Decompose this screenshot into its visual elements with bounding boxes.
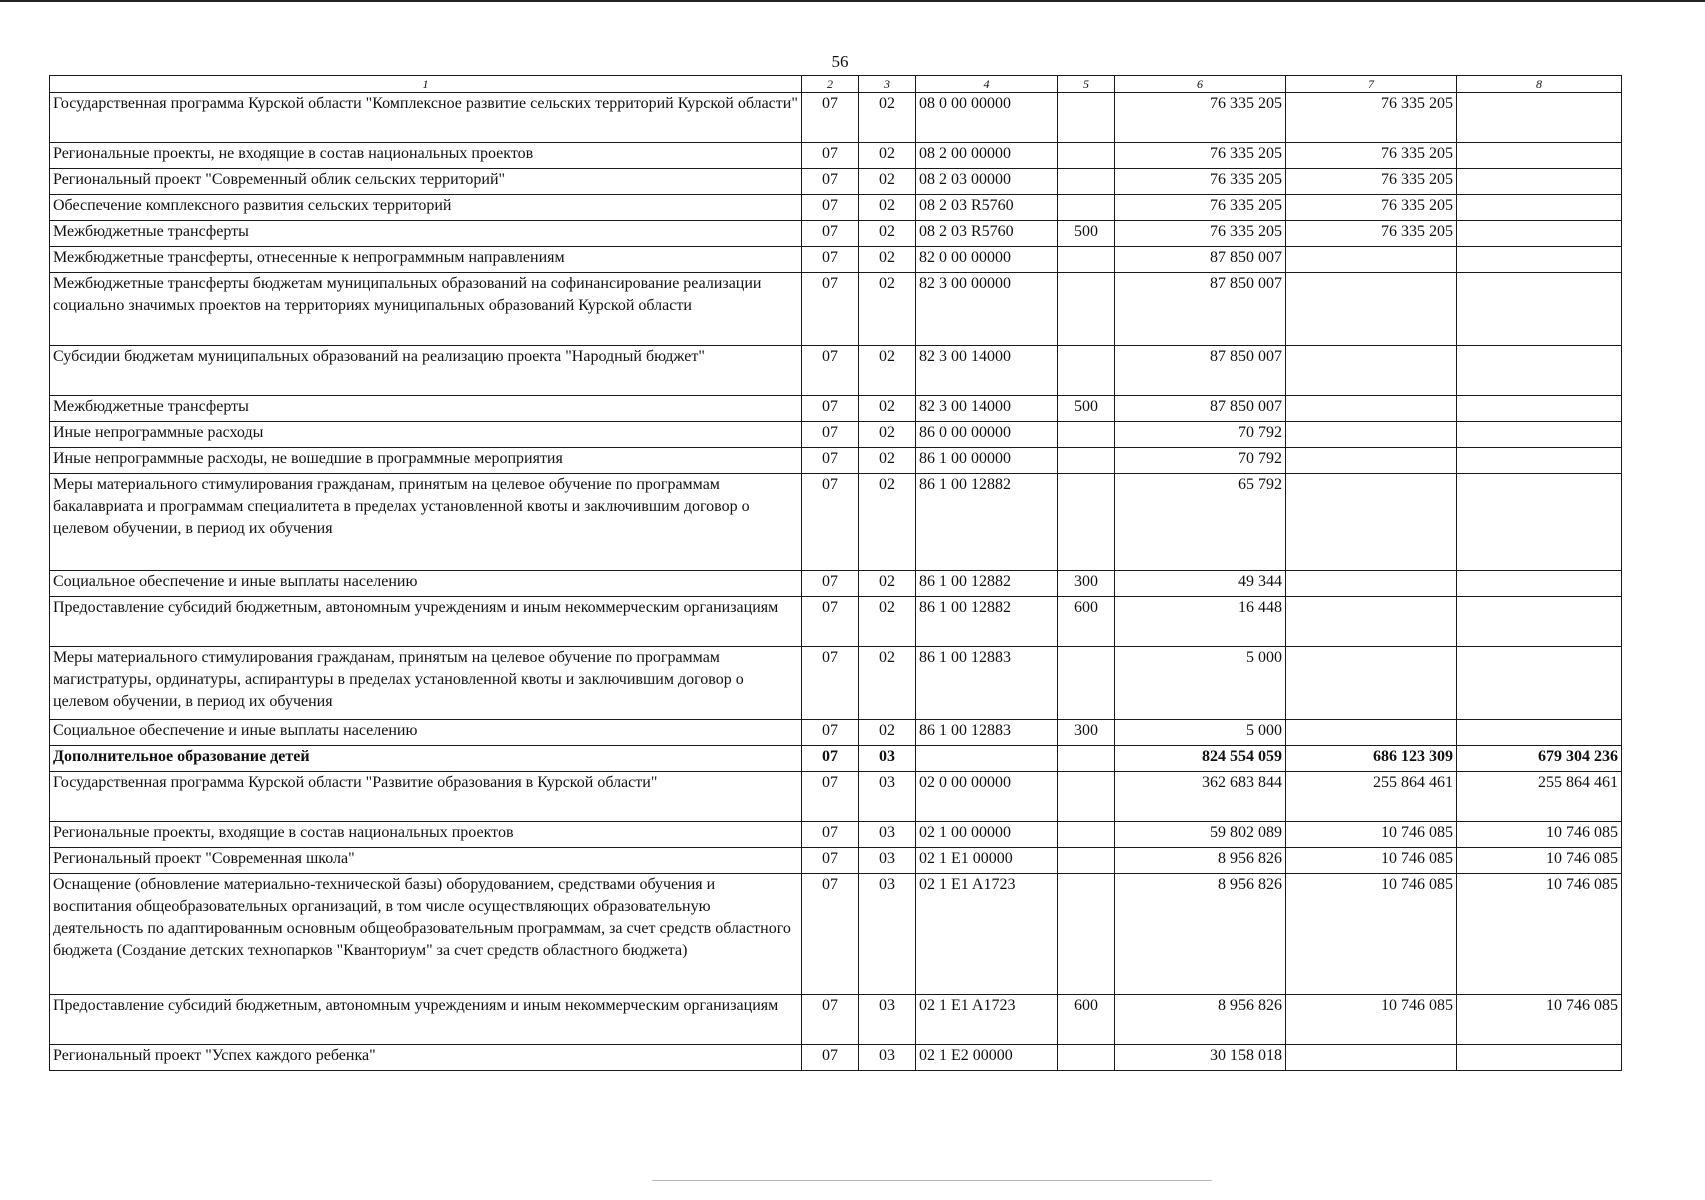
section-code-cell: 07 [802,746,859,772]
target-article-cell: 82 0 00 00000 [916,247,1058,273]
target-article-cell: 02 1 E2 00000 [916,1045,1058,1071]
row-name-cell: Региональные проекты, входящие в состав национальных проектов [50,822,802,848]
bottom-scan-line [652,1180,1212,1181]
expense-type-cell [1058,1045,1115,1071]
subsection-code-cell: 02 [859,422,916,448]
expense-type-cell: 500 [1058,396,1115,422]
amount-year1-cell: 87 850 007 [1115,346,1286,396]
table-row [50,822,1622,848]
expense-type-cell: 300 [1058,720,1115,746]
row-name-cell: Межбюджетные трансферты бюджетам муниципальных образований на софинансирование реализации социально значимых проектов на территориях муниципальных образований Курской области [50,273,802,346]
expense-type-cell [1058,822,1115,848]
target-article-cell: 02 0 00 00000 [916,772,1058,822]
subsection-code-cell: 02 [859,597,916,647]
amount-year1-cell: 76 335 205 [1115,143,1286,169]
amount-year3-cell [1457,597,1622,647]
amount-year2-cell: 76 335 205 [1286,169,1457,195]
subsection-code-cell: 02 [859,647,916,720]
amount-year1-cell: 87 850 007 [1115,396,1286,422]
top-scan-edge [0,0,1705,2]
column-number-row [50,76,1622,93]
row-name-cell: Государственная программа Курской области "Комплексное развитие сельских территорий Курской области" [50,93,802,143]
amount-year2-cell [1286,1045,1457,1071]
expense-type-cell [1058,772,1115,822]
target-article-cell: 02 1 E1 A1723 [916,995,1058,1045]
amount-year3-cell [1457,247,1622,273]
amount-year1-cell: 70 792 [1115,448,1286,474]
target-article-cell: 02 1 00 00000 [916,822,1058,848]
amount-year1-cell: 362 683 844 [1115,772,1286,822]
row-name-cell: Межбюджетные трансферты [50,221,802,247]
page-number: 56 [831,52,849,71]
expense-type-cell [1058,647,1115,720]
amount-year3-cell [1457,1045,1622,1071]
row-name-cell: Дополнительное образование детей [50,746,802,772]
column-number: 1 [50,76,802,93]
section-code-cell: 07 [802,448,859,474]
subsection-code-cell: 02 [859,720,916,746]
amount-year2-cell: 10 746 085 [1286,822,1457,848]
target-article-cell: 08 2 03 R5760 [916,221,1058,247]
section-code-cell: 07 [802,474,859,571]
table-row [50,221,1622,247]
target-article-cell: 82 3 00 00000 [916,273,1058,346]
column-number: 7 [1286,76,1457,93]
subsection-code-cell: 02 [859,474,916,571]
expense-type-cell [1058,346,1115,396]
expense-type-cell [1058,848,1115,874]
table-row [50,772,1622,822]
amount-year2-cell: 10 746 085 [1286,995,1457,1045]
amount-year2-cell [1286,247,1457,273]
amount-year1-cell: 5 000 [1115,720,1286,746]
target-article-cell: 86 1 00 00000 [916,448,1058,474]
amount-year3-cell [1457,571,1622,597]
row-name-cell: Иные непрограммные расходы [50,422,802,448]
amount-year1-cell: 30 158 018 [1115,1045,1286,1071]
amount-year1-cell: 76 335 205 [1115,169,1286,195]
column-number: 6 [1115,76,1286,93]
expense-type-cell [1058,874,1115,995]
section-code-cell: 07 [802,1045,859,1071]
table-body [50,93,1622,1071]
table-row [50,247,1622,273]
table-row [50,848,1622,874]
subsection-code-cell: 03 [859,995,916,1045]
table-row [50,195,1622,221]
row-name-cell: Предоставление субсидий бюджетным, автономным учреждениям и иным некоммерческим организациям [50,995,802,1045]
expense-type-cell: 500 [1058,221,1115,247]
amount-year1-cell: 70 792 [1115,422,1286,448]
subsection-code-cell: 03 [859,874,916,995]
amount-year1-cell: 76 335 205 [1115,93,1286,143]
expense-type-cell [1058,746,1115,772]
row-name-cell: Иные непрограммные расходы, не вошедшие в программные мероприятия [50,448,802,474]
expense-type-cell: 600 [1058,597,1115,647]
section-code-cell: 07 [802,848,859,874]
table-row [50,422,1622,448]
amount-year3-cell: 10 746 085 [1457,822,1622,848]
amount-year1-cell: 8 956 826 [1115,995,1286,1045]
row-name-cell: Государственная программа Курской области "Развитие образования в Курской области" [50,772,802,822]
subsection-code-cell: 02 [859,396,916,422]
row-name-cell: Социальное обеспечение и иные выплаты населению [50,720,802,746]
target-article-cell: 82 3 00 14000 [916,396,1058,422]
section-code-cell: 07 [802,597,859,647]
subsection-code-cell: 03 [859,746,916,772]
expense-type-cell [1058,247,1115,273]
target-article-cell: 86 1 00 12882 [916,597,1058,647]
table-row [50,995,1622,1045]
table-row [50,597,1622,647]
column-number: 8 [1457,76,1622,93]
amount-year2-cell [1286,597,1457,647]
target-article-cell: 08 2 03 R5760 [916,195,1058,221]
amount-year1-cell: 59 802 089 [1115,822,1286,848]
amount-year3-cell [1457,221,1622,247]
section-code-cell: 07 [802,822,859,848]
column-number: 5 [1058,76,1115,93]
target-article-cell: 86 1 00 12883 [916,720,1058,746]
row-name-cell: Социальное обеспечение и иные выплаты населению [50,571,802,597]
amount-year1-cell: 16 448 [1115,597,1286,647]
subsection-code-cell: 02 [859,169,916,195]
amount-year3-cell [1457,474,1622,571]
amount-year2-cell [1286,273,1457,346]
amount-year2-cell: 10 746 085 [1286,848,1457,874]
amount-year1-cell: 87 850 007 [1115,273,1286,346]
table-row [50,474,1622,571]
table-row [50,874,1622,995]
target-article-cell: 02 1 E1 A1723 [916,874,1058,995]
table-row [50,396,1622,422]
column-number: 2 [802,76,859,93]
amount-year3-cell [1457,273,1622,346]
section-code-cell: 07 [802,273,859,346]
amount-year3-cell [1457,93,1622,143]
budget-table [49,75,1622,1071]
expense-type-cell [1058,143,1115,169]
row-name-cell: Оснащение (обновление материально-технической базы) оборудованием, средствами обучения и воспитания общеобразовательных организаций, в том числе осуществляющих образовательную деятельность по адаптированным основным общеобразовательным программам, за счет средств областного бюджета (Создание детских технопарков "Кванториум" за счет средств областного бюджета) [50,874,802,995]
row-name-cell: Обеспечение комплексного развития сельских территорий [50,195,802,221]
section-code-cell: 07 [802,195,859,221]
column-number: 4 [916,76,1058,93]
amount-year3-cell: 255 864 461 [1457,772,1622,822]
row-name-cell: Региональный проект "Современная школа" [50,848,802,874]
amount-year2-cell [1286,720,1457,746]
subsection-code-cell: 02 [859,221,916,247]
section-code-cell: 07 [802,93,859,143]
subsection-code-cell: 03 [859,848,916,874]
subsection-code-cell: 02 [859,195,916,221]
target-article-cell: 02 1 E1 00000 [916,848,1058,874]
amount-year2-cell: 76 335 205 [1286,221,1457,247]
subsection-code-cell: 02 [859,448,916,474]
amount-year2-cell: 686 123 309 [1286,746,1457,772]
amount-year2-cell: 76 335 205 [1286,93,1457,143]
table-row [50,93,1622,143]
section-code-cell: 07 [802,720,859,746]
expense-type-cell: 300 [1058,571,1115,597]
row-name-cell: Региональный проект "Современный облик сельских территорий" [50,169,802,195]
table-row [50,571,1622,597]
target-article-cell: 86 1 00 12882 [916,571,1058,597]
section-code-cell: 07 [802,247,859,273]
target-article-cell: 08 2 03 00000 [916,169,1058,195]
table-row [50,720,1622,746]
row-name-cell: Межбюджетные трансферты [50,396,802,422]
row-name-cell: Субсидии бюджетам муниципальных образований на реализацию проекта "Народный бюджет" [50,346,802,396]
amount-year3-cell: 10 746 085 [1457,995,1622,1045]
amount-year3-cell [1457,422,1622,448]
expense-type-cell [1058,273,1115,346]
table-row [50,143,1622,169]
subsection-code-cell: 03 [859,772,916,822]
section-code-cell: 07 [802,396,859,422]
amount-year1-cell: 87 850 007 [1115,247,1286,273]
amount-year1-cell: 76 335 205 [1115,195,1286,221]
row-name-cell: Предоставление субсидий бюджетным, автономным учреждениям и иным некоммерческим организациям [50,597,802,647]
amount-year1-cell: 65 792 [1115,474,1286,571]
target-article-cell: 08 2 00 00000 [916,143,1058,169]
amount-year2-cell [1286,571,1457,597]
section-code-cell: 07 [802,995,859,1045]
amount-year1-cell: 5 000 [1115,647,1286,720]
amount-year3-cell: 10 746 085 [1457,874,1622,995]
row-name-cell: Региональный проект "Успех каждого ребенка" [50,1045,802,1071]
target-article-cell [916,746,1058,772]
subsection-code-cell: 02 [859,273,916,346]
amount-year2-cell [1286,422,1457,448]
section-code-cell: 07 [802,346,859,396]
amount-year2-cell [1286,448,1457,474]
expense-type-cell [1058,422,1115,448]
section-code-cell: 07 [802,647,859,720]
subsection-code-cell: 02 [859,143,916,169]
table-row [50,647,1622,720]
subsection-code-cell: 03 [859,822,916,848]
section-code-cell: 07 [802,874,859,995]
target-article-cell: 86 1 00 12882 [916,474,1058,571]
table-row [50,169,1622,195]
amount-year2-cell [1286,346,1457,396]
section-code-cell: 07 [802,422,859,448]
row-name-cell: Межбюджетные трансферты, отнесенные к непрограммным направлениям [50,247,802,273]
expense-type-cell [1058,195,1115,221]
amount-year3-cell [1457,647,1622,720]
amount-year1-cell: 76 335 205 [1115,221,1286,247]
amount-year3-cell [1457,448,1622,474]
subsection-code-cell: 02 [859,571,916,597]
table-row [50,746,1622,772]
amount-year3-cell [1457,143,1622,169]
amount-year2-cell [1286,474,1457,571]
amount-year3-cell [1457,720,1622,746]
amount-year2-cell: 255 864 461 [1286,772,1457,822]
amount-year2-cell: 10 746 085 [1286,874,1457,995]
amount-year2-cell: 76 335 205 [1286,195,1457,221]
amount-year3-cell: 10 746 085 [1457,848,1622,874]
amount-year1-cell: 8 956 826 [1115,874,1286,995]
table-row [50,448,1622,474]
row-name-cell: Региональные проекты, не входящие в состав национальных проектов [50,143,802,169]
target-article-cell: 86 0 00 00000 [916,422,1058,448]
section-code-cell: 07 [802,169,859,195]
expense-type-cell [1058,169,1115,195]
amount-year1-cell: 824 554 059 [1115,746,1286,772]
row-name-cell: Меры материального стимулирования гражданам, принятым на целевое обучение по программам бакалавриата и программам специалитета в пределах установленной квоты и заключившим договор о целевом обучении, в период их обучения [50,474,802,571]
expense-type-cell [1058,448,1115,474]
target-article-cell: 08 0 00 00000 [916,93,1058,143]
amount-year2-cell [1286,647,1457,720]
section-code-cell: 07 [802,571,859,597]
expense-type-cell [1058,474,1115,571]
subsection-code-cell: 03 [859,1045,916,1071]
section-code-cell: 07 [802,221,859,247]
amount-year3-cell [1457,346,1622,396]
table-row [50,273,1622,346]
amount-year2-cell: 76 335 205 [1286,143,1457,169]
amount-year3-cell: 679 304 236 [1457,746,1622,772]
section-code-cell: 07 [802,772,859,822]
expense-type-cell [1058,93,1115,143]
amount-year2-cell [1286,396,1457,422]
table-row [50,1045,1622,1071]
target-article-cell: 82 3 00 14000 [916,346,1058,396]
amount-year3-cell [1457,195,1622,221]
subsection-code-cell: 02 [859,93,916,143]
section-code-cell: 07 [802,143,859,169]
amount-year1-cell: 8 956 826 [1115,848,1286,874]
table-row [50,346,1622,396]
target-article-cell: 86 1 00 12883 [916,647,1058,720]
row-name-cell: Меры материального стимулирования гражданам, принятым на целевое обучение по программам магистратуры, ординатуры, аспирантуры в пределах установленной квоты и заключившим договор о целевом обучении, в период их обучения [50,647,802,720]
expense-type-cell: 600 [1058,995,1115,1045]
amount-year1-cell: 49 344 [1115,571,1286,597]
column-number: 3 [859,76,916,93]
subsection-code-cell: 02 [859,346,916,396]
amount-year3-cell [1457,169,1622,195]
amount-year3-cell [1457,396,1622,422]
subsection-code-cell: 02 [859,247,916,273]
